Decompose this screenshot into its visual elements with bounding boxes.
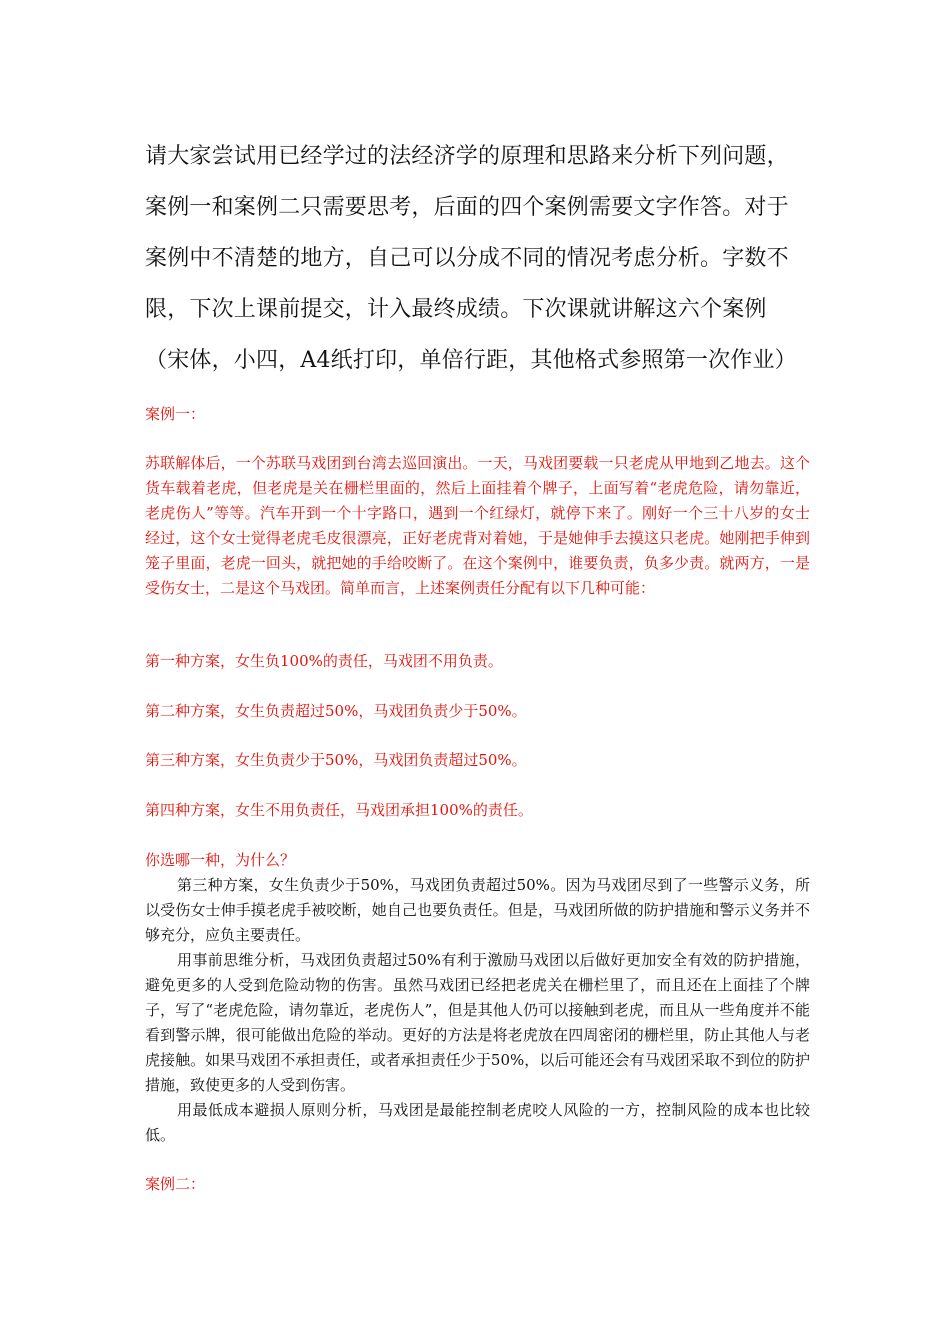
answer-paragraph: 用事前思维分析，马戏团负责超过50%有利于激励马戏团以后做好更加安全有效的防护措施，避免更多的人受到危险动物的伤害。虽然马戏团已经把老虎关在栅栏里了，而且还在上面挂了个牌子，写了“老虎危险，请勿靠近，老虎伤人”，但是其他人仍可以接触到老虎，而且从一些角度并不能看到警示牌，很可能做出危险的举动。更好的方法是将老虎放在四周密闭的栅栏里，防止其他人与老虎接触。如果马戏团不承担责任，或者承担责任少于50%，以后可能还会有马戏团采取不到位的防护措施，致使更多的人受到伤害。 bbox=[145, 951, 810, 1094]
instruction-line: 案例中不清楚的地方，自己可以分成不同的情况考虑分析。字数不 bbox=[145, 246, 789, 271]
case1-option-4: 第四种方案，女生不用负责任，马戏团承担100%的责任。 bbox=[145, 801, 533, 819]
case1-story: 苏联解体后，一个苏联马戏团到台湾去巡回演出。一天，马戏团要载一只老虎从甲地到乙地去。这个货车载着老虎，但老虎是关在栅栏里面的，然后上面挂着个牌子，上面写着“老虎危险，请勿靠近，老虎伤人”等等。汽车开到一个十字路口，遇到一个红绿灯，就停下来了。刚好一个三十八岁的女士经过，这个女士觉得老虎毛皮很漂亮，正好老虎背对着她，于是她伸手去摸这只老虎。她刚把手伸到笼子里面，老虎一回头，就把她的手给咬断了。在这个案例中，谁要负责，负多少责。就两方，一是受伤女士，二是这个马戏团。简单而言，上述案例责任分配有以下几种可能： bbox=[145, 454, 810, 597]
case1-answer-section bbox=[145, 848, 810, 1148]
assignment-instructions bbox=[145, 131, 810, 386]
instruction-line: 案例一和案例二只需要思考，后面的四个案例需要文字作答。对于 bbox=[145, 195, 789, 220]
case1-question: 你选哪一种，为什么？ bbox=[145, 851, 296, 869]
case1-option-2: 第二种方案，女生负责超过50%，马戏团负责少于50%。 bbox=[145, 702, 527, 720]
answer-paragraph: 第三种方案，女生负责少于50%，马戏团负责超过50%。因为马戏团尽到了一些警示义务，所以受伤女士伸手摸老虎手被咬断，她自己也要负责任。但是，马戏团所做的防护措施和警示义务并不够充分，应负主要责任。 bbox=[145, 876, 810, 944]
case1-heading: 案例一： bbox=[145, 405, 206, 423]
instruction-line: （宋体，小四，A4纸打印，单倍行距，其他格式参照第一次作业） bbox=[145, 348, 797, 373]
answer-paragraph: 用最低成本避损人原则分析，马戏团是最能控制老虎咬人风险的一方，控制风险的成本也比较低。 bbox=[145, 1101, 810, 1144]
case1-option-3: 第三种方案，女生负责少于50%，马戏团负责超过50%。 bbox=[145, 751, 527, 769]
case2-heading: 案例二： bbox=[145, 1175, 206, 1193]
case1-option-1: 第一种方案，女生负100%的责任，马戏团不用负责。 bbox=[145, 652, 503, 670]
instruction-line: 请大家尝试用已经学过的法经济学的原理和思路来分析下列问题， bbox=[145, 144, 789, 169]
instruction-line: 限，下次上课前提交，计入最终成绩。下次课就讲解这六个案例 bbox=[145, 297, 767, 322]
